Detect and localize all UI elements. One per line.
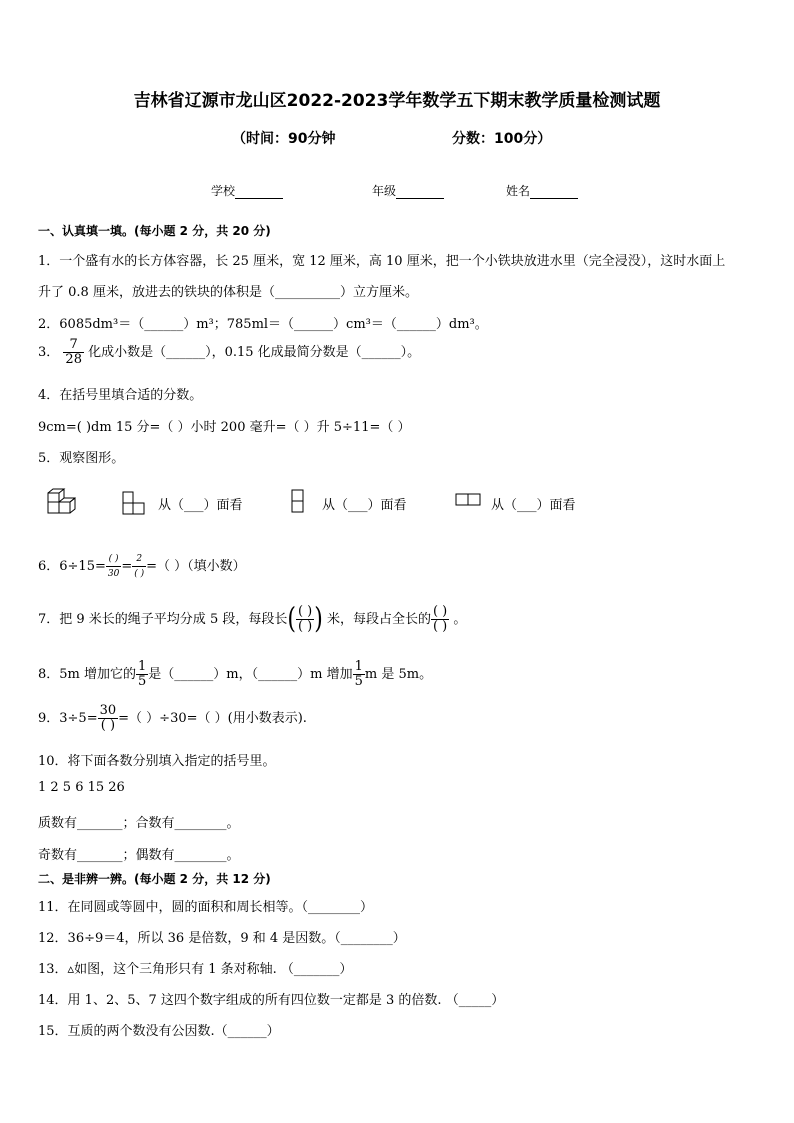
section-1-heading: 一、认真填一填。(每小题 2 分，共 20 分) <box>38 224 271 238</box>
question-10: 10．将下面各数分别填入指定的括号里。 <box>38 754 276 769</box>
question-3: 3． $\frac{7}{28}$ 化成小数是（______），0.15 化成最简分数是（______）。 <box>38 337 421 367</box>
view-label-1: 从（___）面看 <box>158 498 243 513</box>
section-2-heading: 二、是非辨一辨。(每小题 2 分，共 12 分) <box>38 872 271 886</box>
question-10-numbers: 1 2 5 6 15 26 <box>38 780 125 795</box>
question-4: 4．在括号里填合适的分数。 <box>38 388 203 403</box>
page-title: 吉林省辽源市龙山区2022-2023学年数学五下期末教学质量检测试题 <box>133 91 661 111</box>
name-field[interactable]: 姓名 <box>506 182 578 199</box>
question-6: 6．6÷15= $\frac{( )}{30}$ = $\frac{2}{( )}$ =（ ）（填小数） <box>38 554 246 579</box>
question-4-blanks: 9cm=( )dm 15 分=（ ）小时 200 毫升=（ ）升 5÷11=（ ） <box>38 420 411 435</box>
view-shape-3 <box>454 492 484 508</box>
question-9: 9．3÷5= $\frac{30}{( )}$ =（ ）÷30=（ ）(用小数表示). <box>38 703 307 733</box>
question-11: 11．在同圆或等圆中，圆的面积和周长相等。（________） <box>38 900 374 915</box>
question-13: 13．▵如图，这个三角形只有 1 条对称轴. （_______） <box>38 962 353 977</box>
question-1-line2: 升了 0.8 厘米，放进去的铁块的体积是（__________）立方厘米。 <box>38 285 418 300</box>
question-1-line1: 1．一个盛有水的长方体容器，长 25 厘米，宽 12 厘米，高 10 厘米，把一个小铁块放进水里（完全浸没），这时水面上 <box>38 254 726 269</box>
question-10-odds: 奇数有_______；偶数有________。 <box>38 848 240 863</box>
school-field[interactable]: 学校 <box>211 182 283 199</box>
question-5: 5．观察图形。 <box>38 451 125 466</box>
view-label-3: 从（___）面看 <box>491 498 576 513</box>
question-14: 14．用 1、2、5、7 这四个数字组成的所有四位数一定都是 3 的倍数. （_____） <box>38 993 505 1008</box>
question-8: 8．5m 增加它的 $\frac{1}{5}$ 是（______）m，（______）m 增加 $\frac{1}{5}$ m 是 5m。 <box>38 659 433 689</box>
view-shape-1 <box>121 490 147 516</box>
question-2: 2．6085dm³＝（______）m³；785ml＝（______）cm³＝（______）dm³。 <box>38 317 488 332</box>
view-shape-2 <box>290 488 306 514</box>
question-7: 7．把 9 米长的绳子平均分成 5 段，每段长( $\frac{( )}{( )}$ ) 米，每段占全长的 $\frac{( )}{( )}$ 。 <box>38 603 467 636</box>
question-15: 15．互质的两个数没有公因数.（______） <box>38 1024 280 1039</box>
cube-stack-figure <box>46 488 80 520</box>
exam-score: 分数：100分） <box>452 131 552 147</box>
question-10-primes: 质数有_______；合数有________。 <box>38 816 240 831</box>
grade-field[interactable]: 年级 <box>372 182 444 199</box>
view-label-2: 从（___）面看 <box>322 498 407 513</box>
exam-time: （时间：90分钟 <box>232 131 336 147</box>
question-12: 12．36÷9＝4，所以 36 是倍数，9 和 4 是因数。（________） <box>38 931 406 946</box>
